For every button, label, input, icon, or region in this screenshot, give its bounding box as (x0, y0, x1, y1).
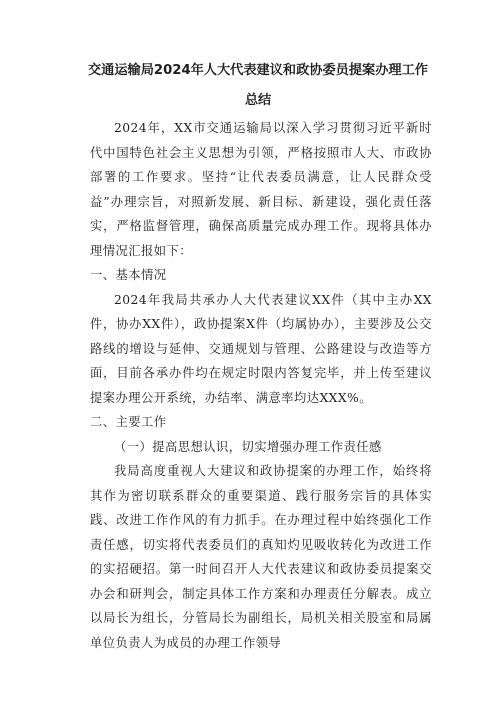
document-title-line2: 总结 (244, 93, 272, 108)
section-heading-basic-situation: 一、基本情况 (90, 268, 167, 282)
document-title-line1: 交通运输局2024年人大代表建议和政协委员提案办理工作 (87, 63, 428, 78)
section1-paragraph: 2024年我局共承办人大代表建议XX件（其中主办XX件，协办XX件），政协提案X件（均属协办），主要涉及公交路线的增设与延伸、交通规划与管理、公路建设与改造等方面，目前各承办件均在规定时限内答复完毕，并上传至建议提案办理公开系统，办结率、满意率均达XXX%。 (90, 292, 432, 405)
subsection-heading-1: （一）提高思想认识，切实增强办理工作责任感 (114, 439, 382, 454)
intro-paragraph: 2024年，XX市交通运输局以深入学习贯彻习近平新时代中国特色社会主义思想为引领，严格按照市人大、市政协部署的工作要求。坚持“让代表委员满意，让人民群众受益”办理宗旨，对照新发展、新目标、新建设，强化责任落实，严格监督管理，确保高质量完成办理工作。现将具体办理情况汇报如下： (90, 121, 432, 258)
subsection1-paragraph: 我局高度重视人大建议和政协提案的办理工作，始终将其作为密切联系群众的重要渠道、践行服务宗旨的具体实践、改进工作作风的有力抓手。在办理过程中始终强化工作责任感，切实将代表委员们的真知灼见吸收转化为改进工作的实招硬招。第一时间召开人大代表建议和政协委员提案交办会和研判会，制定具体工作方案和办理责任分解表。成立以局长为组长，分管局长为副组长，局机关相关股室和局属单位负责人为成员的办理工作领导 (90, 464, 432, 650)
section-heading-main-work: 二、主要工作 (90, 415, 167, 429)
